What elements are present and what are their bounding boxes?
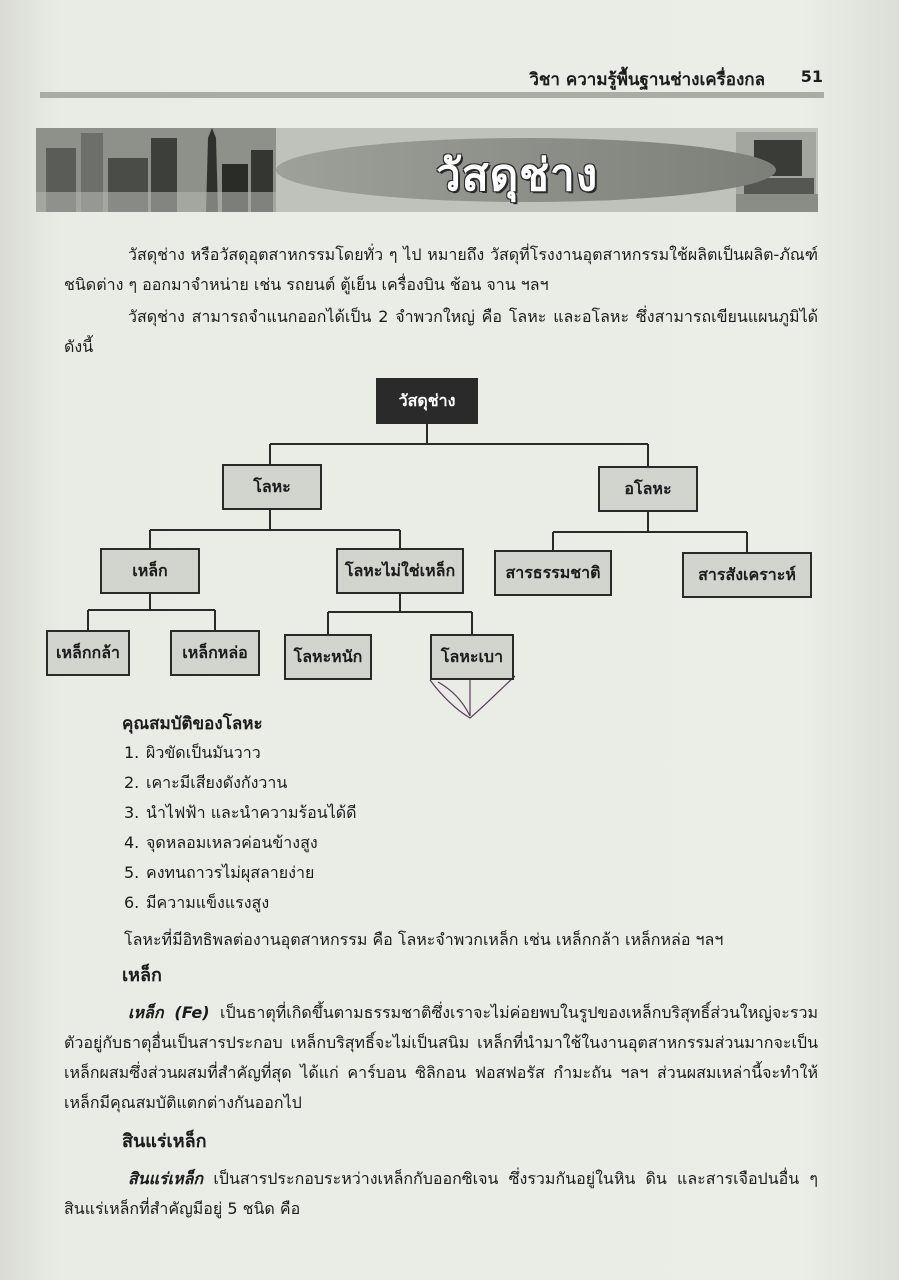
metal-summary-line: โลหะที่มีอิทธิพลต่องานอุตสาหกรรม คือ โลหะจำพวกเหล็ก เช่น เหล็กกล้า เหล็กหล่อ ฯลฯ [124, 930, 724, 949]
node-heavy-metal: โลหะหนัก [284, 634, 372, 680]
iron-ore-paragraph [64, 1164, 818, 1224]
node-natural: สารธรรมชาติ [494, 550, 612, 596]
intro-paragraph-2: วัสดุช่าง สามารถจำแนกออกได้เป็น 2 จำพวกใหญ่ คือ โลหะ และอโลหะ ซึ่งสามารถเขียนแผนภูมิได้ดังนี้ [64, 307, 818, 356]
node-nonmetal: อโลหะ [598, 466, 698, 512]
intro-paragraph-1: วัสดุช่าง หรือวัสดุอุตสาหกรรมโดยทั่ว ๆ ไป หมายถึง วัสดุที่โรงงานอุตสาหกรรมใช้ผลิตเป็นผลิต-ภัณฑ์ชนิดต่าง ๆ ออกมาจำหน่าย เช่น รถยนต์ ตู้เย็น เครื่องบิน ช้อน จาน ฯลฯ [64, 245, 818, 294]
list-item: 2. เคาะมีเสียงดังกังวาน [124, 773, 288, 792]
node-synthetic: สารสังเคราะห์ [682, 552, 812, 598]
iron-heading: เหล็ก [122, 965, 162, 986]
metal-properties-heading: คุณสมบัติของโลหะ [122, 714, 263, 734]
banner-title: วัสดุช่าง [436, 150, 599, 201]
list-item: 5. คงทนถาวรไม่ผุสลายง่าย [124, 863, 315, 882]
iron-lead: เหล็ก (Fe) [128, 1003, 210, 1022]
list-item: 1. ผิวขัดเป็นมันวาว [124, 743, 261, 762]
page-number: 51 [800, 67, 823, 86]
list-item: 3. นำไฟฟ้า และนำความร้อนได้ดี [124, 803, 357, 822]
node-light-metal: โลหะเบา [430, 634, 514, 680]
hand-drawn-marks [430, 676, 515, 718]
node-metal: โลหะ [222, 464, 322, 510]
ore-body: เป็นสารประกอบระหว่างเหล็กกับออกซิเจน ซึ่งรวมกันอยู่ในหิน ดิน และสารเจือปนอื่น ๆ สินแร่เหล็กที่สำคัญมีอยู่ 5 ชนิด คือ [64, 1169, 818, 1218]
iron-body: เป็นธาตุที่เกิดขึ้นตามธรรมชาติซึ่งเราจะไม่ค่อยพบในรูปของเหล็กบริสุทธิ์ส่วนใหญ่จะรวมตัวอยู่กับธาตุอื่นเป็นสารประกอบ เหล็กบริสุทธิ์จะไม่เป็นสนิม เหล็กที่นำมาใช้ในงานอุตสาหกรรมส่วนมากจะเป็นเหล็กผสมซึ่งส่วนผสมที่สำคัญที่สุด ได้แก่ คาร์บอน ซิลิกอน ฟอสฟอรัส กำมะถัน ฯลฯ ส่วนผสมเหล่านี้จะทำให้เหล็กมีคุณสมบัติแตกต่างกันออกไป [64, 1003, 819, 1112]
iron-paragraph [64, 998, 818, 1118]
iron-ore-heading: สินแร่เหล็ก [122, 1131, 207, 1152]
list-item: 6. มีความแข็งแรงสูง [124, 893, 270, 912]
node-iron: เหล็ก [100, 548, 200, 594]
ore-lead: สินแร่เหล็ก [128, 1169, 204, 1188]
node-steel: เหล็กกล้า [46, 630, 130, 676]
node-materials: วัสดุช่าง [376, 378, 478, 424]
node-nonferrous: โลหะไม่ใช่เหล็ก [336, 548, 464, 594]
node-cast-iron: เหล็กหล่อ [170, 630, 260, 676]
metal-properties-list [124, 738, 357, 918]
header-subject: วิชา ความรู้พื้นฐานช่างเครื่องกล [529, 70, 765, 90]
list-item: 4. จุดหลอมเหลวค่อนข้างสูง [124, 833, 318, 852]
